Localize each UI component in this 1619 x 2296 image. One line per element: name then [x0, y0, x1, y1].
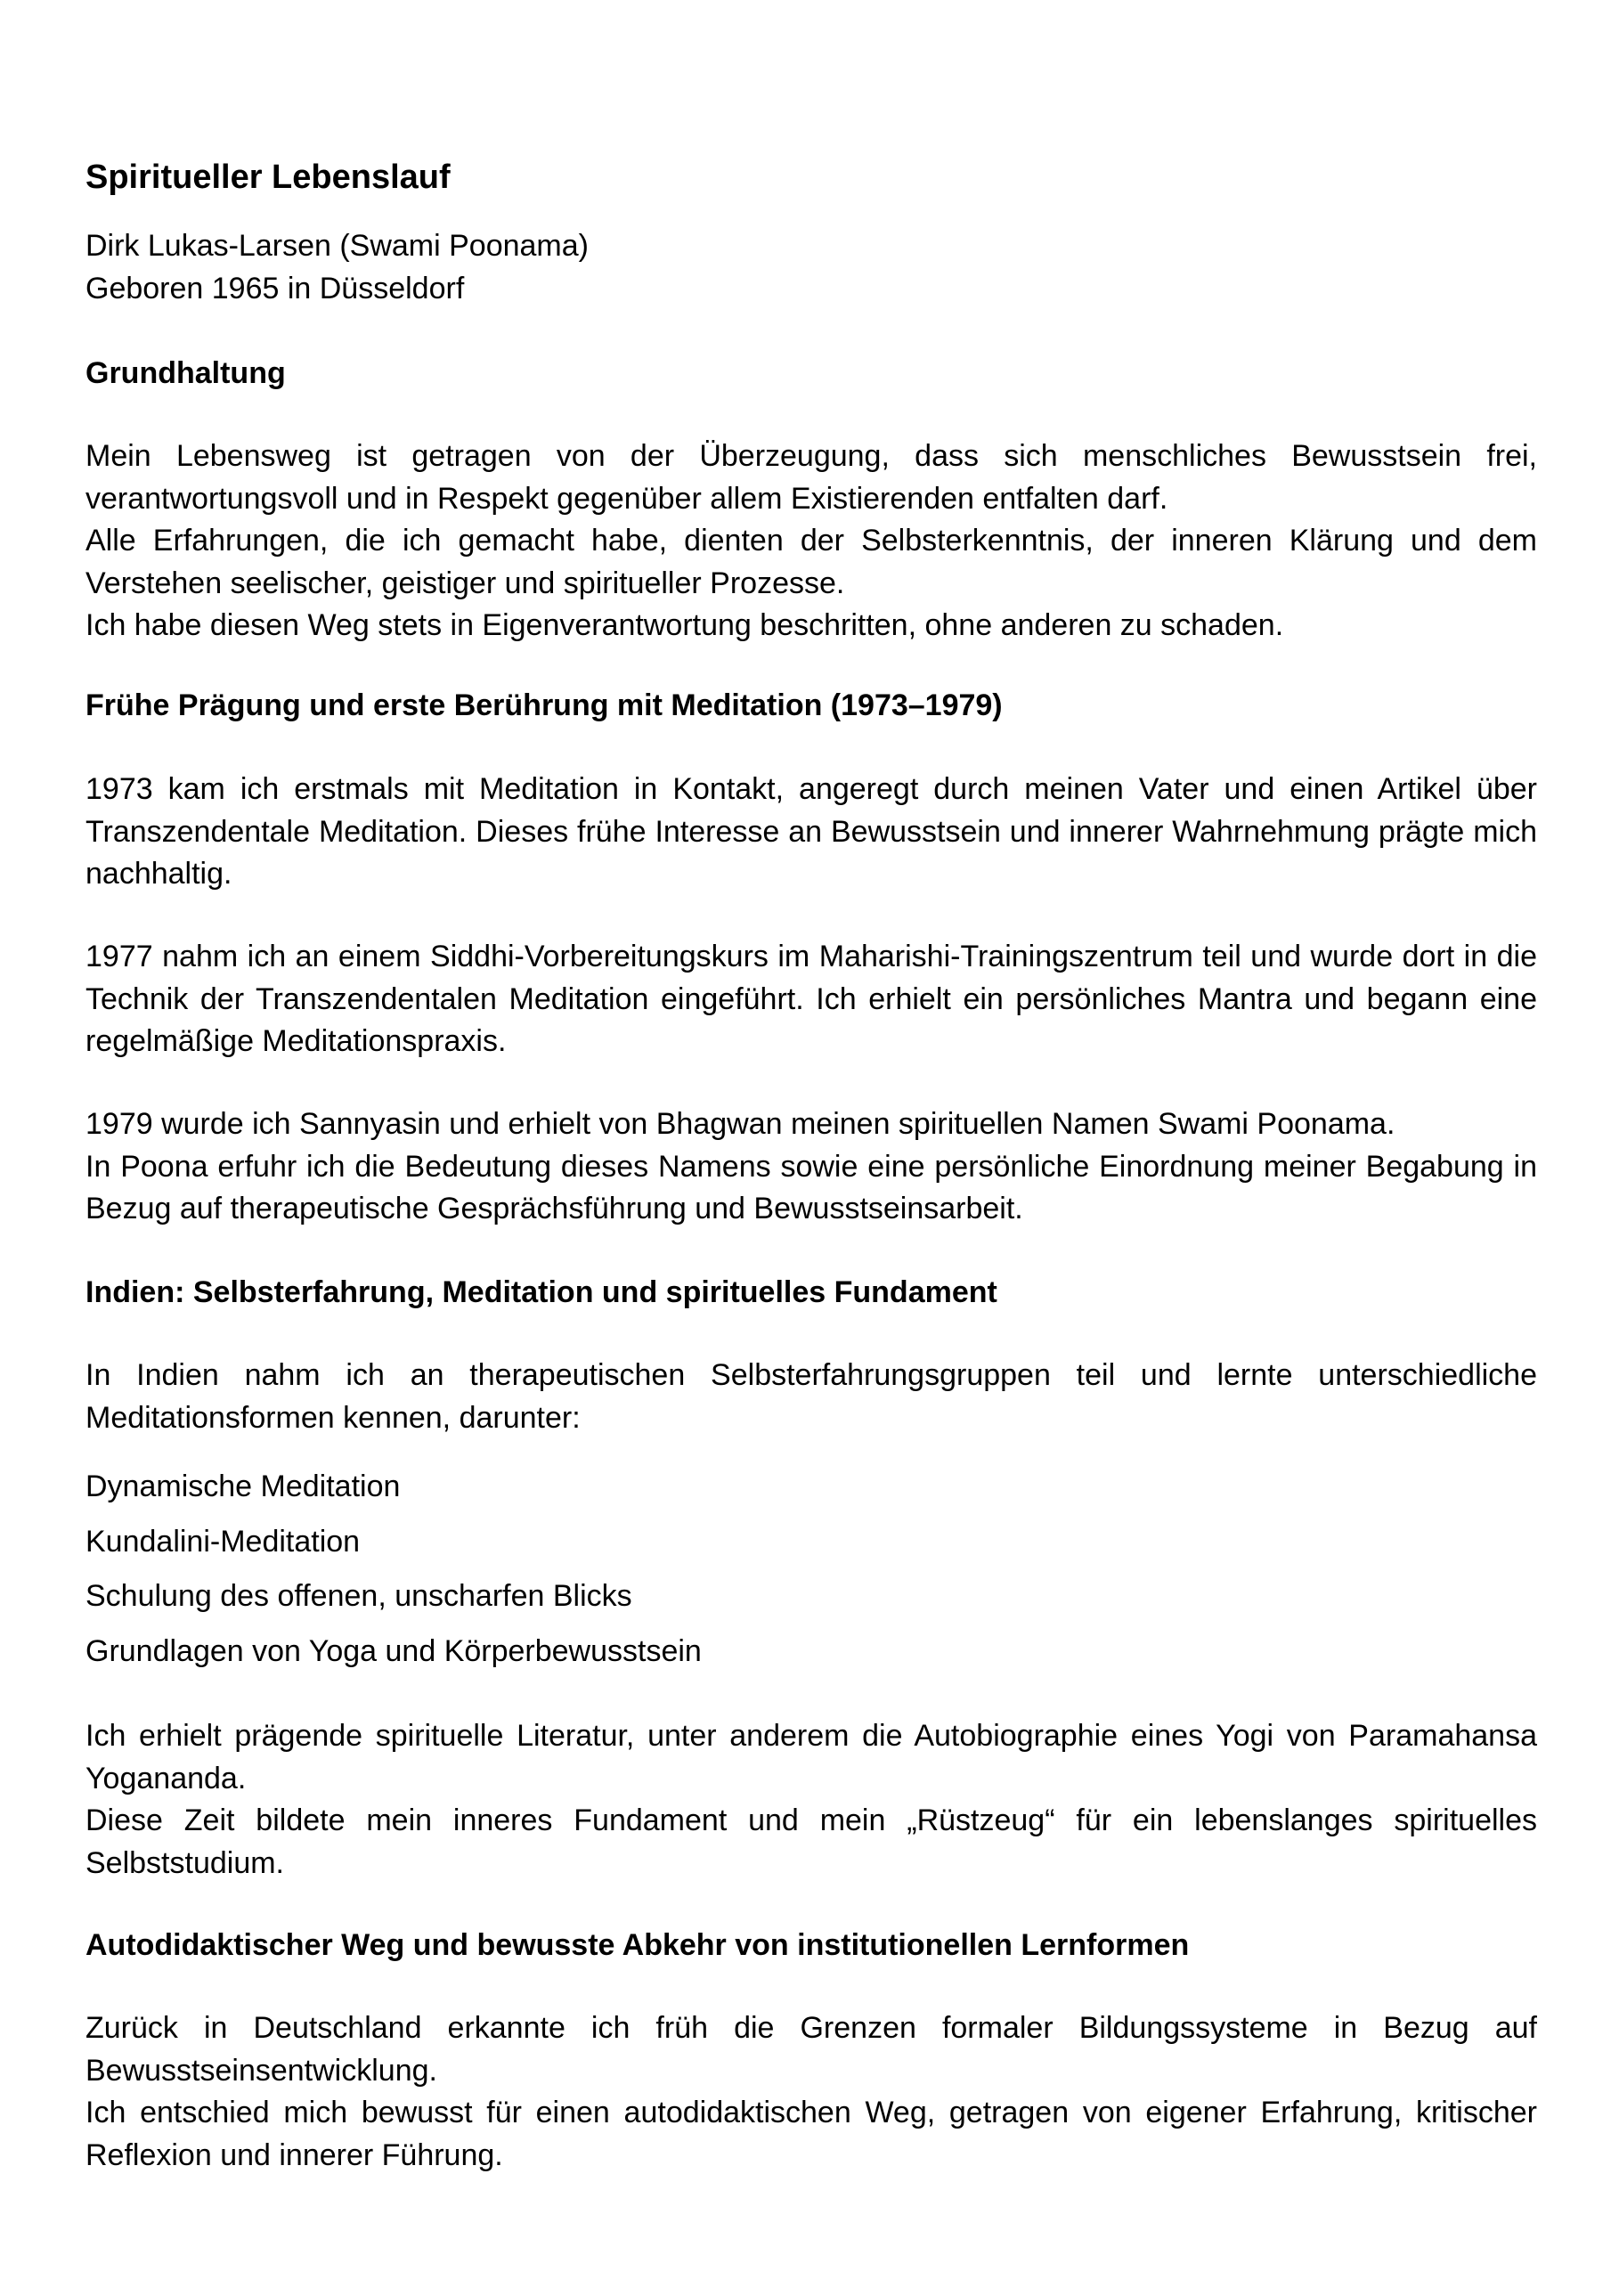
- paragraph: [85, 436, 1537, 647]
- paragraph-line: Mein Lebensweg ist getragen von der Überzeugung, dass sich menschliches Bewusstsein frei, verantwortungsvoll und in Respekt gegenüber allem Existierenden entfalten darf.: [85, 439, 1537, 516]
- list-item: Kundalini-Meditation: [85, 1525, 361, 1559]
- birth-line: Geboren 1965 in Düsseldorf: [85, 272, 465, 305]
- paragraph-line: Zurück in Deutschland erkannte ich früh die Grenzen formaler Bildungssysteme in Bezug auf Bewusstseinsentwicklung.: [85, 2011, 1537, 2088]
- paragraph-line: 1973 kam ich erstmals mit Meditation in Kontakt, angeregt durch meinen Vater und einen Artikel über Transzendentale Meditation. Dieses frühe Interesse an Bewusstsein und innerer Wahrnehmung prägte mich nachhaltig.: [85, 772, 1537, 891]
- paragraph-line: Ich erhielt prägende spirituelle Literatur, unter anderem die Autobiographie eines Yogi von Paramahansa Yogananda.: [85, 1719, 1537, 1795]
- document-title: Spiritueller Lebenslauf: [85, 159, 451, 196]
- paragraph-line: In Poona erfuhr ich die Bedeutung dieses Namens sowie eine persönliche Einordnung meiner Begabung in Bezug auf therapeutische Gesprächsführung und Bewusstseinsarbeit.: [85, 1149, 1537, 1225]
- paragraph: [85, 2007, 1537, 2177]
- paragraph: [85, 1355, 1537, 1439]
- paragraph-line: Diese Zeit bildete mein inneres Fundament und mein „Rüstzeug“ für ein lebenslanges spirituelles Selbststudium.: [85, 1803, 1537, 1880]
- list-item: Schulung des offenen, unscharfen Blicks: [85, 1579, 632, 1613]
- paragraph: [85, 936, 1537, 1063]
- paragraph: [85, 1715, 1537, 1885]
- section-heading: Frühe Prägung und erste Berührung mit Meditation (1973–1979): [85, 688, 1003, 722]
- paragraph-line: 1979 wurde ich Sannyasin und erhielt von Bhagwan meinen spirituellen Namen Swami Poonama.: [85, 1107, 1395, 1141]
- name-line: Dirk Lukas-Larsen (Swami Poonama): [85, 229, 589, 263]
- paragraph: [85, 1103, 1537, 1231]
- section-heading: Indien: Selbsterfahrung, Meditation und spirituelles Fundament: [85, 1275, 997, 1309]
- paragraph-line: Ich entschied mich bewusst für einen autodidaktischen Weg, getragen von eigener Erfahrung, kritischer Reflexion und innerer Führung.: [85, 2096, 1537, 2172]
- section-heading: Grundhaltung: [85, 356, 286, 390]
- paragraph-line: Alle Erfahrungen, die ich gemacht habe, dienten der Selbsterkenntnis, der inneren Klärung und dem Verstehen seelischer, geistiger und spiritueller Prozesse.: [85, 524, 1537, 600]
- paragraph-line: Ich habe diesen Weg stets in Eigenverantwortung beschritten, ohne anderen zu schaden.: [85, 608, 1284, 642]
- section-heading: Autodidaktischer Weg und bewusste Abkehr von institutionellen Lernformen: [85, 1928, 1190, 1962]
- paragraph-line: In Indien nahm ich an therapeutischen Selbsterfahrungsgruppen teil und lernte unterschiedliche Meditationsformen kennen, darunter:: [85, 1358, 1537, 1435]
- paragraph: [85, 769, 1537, 896]
- paragraph-line: 1977 nahm ich an einem Siddhi-Vorbereitungskurs im Maharishi-Trainingszentrum teil und wurde dort in die Technik der Transzendentalen Meditation eingeführt. Ich erhielt ein persönliches Mantra und begann eine regelmäßige Meditationspraxis.: [85, 940, 1537, 1058]
- list-item: Dynamische Meditation: [85, 1470, 401, 1503]
- list-item: Grundlagen von Yoga und Körperbewusstsein: [85, 1634, 702, 1668]
